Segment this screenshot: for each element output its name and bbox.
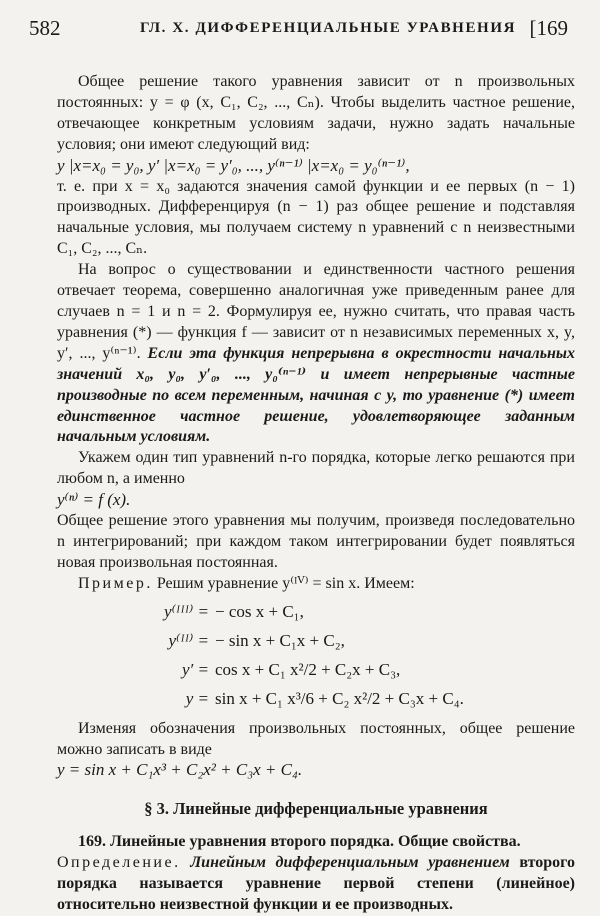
paragraph-theorem [57, 260, 575, 448]
paragraph-integration: Общее решение этого уравнения мы получим, произведя последовательно n интегрирований; при каждом таком интегрировании будет появляться новая произвольная постоянная. [57, 512, 575, 571]
formula-initial-conditions: y |x=x₀ = y₀, y′ |x=x₀ = y′₀, ..., y⁽ⁿ⁻¹⁾ |x=x₀ = y₀⁽ⁿ⁻¹⁾, [57, 155, 410, 175]
formula-simple-equation: y⁽ⁿ⁾ = f (x). [57, 490, 131, 510]
subsection-title: 169. Линейные уравнения второго порядка. Общие свойства. [78, 833, 521, 851]
equation-lhs: y⁽ᴵᴵ⁾ = [168, 630, 209, 650]
paragraph-rewrite: Изменяя обозначения произвольных постоянных, общее решение можно записать в виде [57, 719, 575, 758]
formula-final-solution: y = sin x + C₁x³ + C₂x² + C₃x + C₄. [57, 760, 303, 780]
example-label: Пример. [78, 574, 153, 592]
equation-row [163, 597, 575, 626]
running-header [0, 16, 600, 46]
equation-lhs: y = [185, 688, 209, 708]
equation-rhs: − sin x + C₁x + C₂, [215, 630, 345, 650]
paragraph-definition [57, 853, 575, 916]
definition-term: Линейным дифференциальным уравнением [190, 854, 510, 872]
page-body [57, 72, 575, 916]
example-text: Решим уравнение y⁽ᴵⱽ⁾ = sin x. Имеем: [156, 574, 415, 592]
paragraph-example [57, 574, 575, 595]
definition-label: Определение. [57, 854, 181, 872]
theorem-statement: Если эта функция непрерывна в окрестности начальных значений x₀, y₀, y′₀, ..., y₀⁽ⁿ⁻¹⁾ и имеет непрерывные частные производные по всем переменным, начиная с y, то уравнение (*) имеет единственное частное решение, удовлетворяющее заданным начальным условиям. [57, 344, 575, 446]
equation-row [163, 626, 575, 655]
paragraph-general-solution: Общее решение такого уравнения зависит от n произвольных постоянных: y = φ (x, C₁, C₂, ..., Cₙ). Чтобы выделить частное решение, отвечающее конкретным условиям задачи, нужно задать начальные условия; они имеют следующий вид: [57, 73, 575, 153]
equation-lhs: y′ = [182, 659, 209, 679]
paragraph-explanation: т. е. при x = x₀ задаются значения самой функции и ее первых (n − 1) производных. Дифференцируя (n − 1) раз общее решение и подставляя начальные условия, мы получаем систему n уравнений с n неизвестными C₁, C₂, ..., Cₙ. [57, 177, 575, 258]
theorem-intro: На вопрос о существовании и единственности частного решения отвечает теорема, совершенно аналогичная уже приведенным ранее для случаев n = 1 и n = 2. Формулируя ее, нужно считать, что правая часть уравнения (*) — функция f — зависит от n независимых переменных x, y, y′, ..., y⁽ⁿ⁻¹⁾. [57, 261, 575, 362]
example-equation-system [163, 597, 575, 713]
paragraph-nth-order: Укажем один тип уравнений n-го порядка, которые легко решаются при любом n, а именно [57, 449, 575, 488]
chapter-title: ГЛ. X. ДИФФЕРЕНЦИАЛЬНЫЕ УРАВНЕНИЯ [140, 20, 517, 36]
section-marker: [169 [529, 16, 568, 40]
equation-rhs: cos x + C₁ x²/2 + C₂x + C₃, [215, 659, 401, 679]
equation-row [163, 655, 575, 684]
page-number: 582 [29, 16, 61, 40]
equation-lhs: y⁽ᴵᴵᴵ⁾ = [164, 601, 209, 621]
equation-rhs: − cos x + C₁, [215, 601, 304, 621]
equation-row [163, 684, 575, 713]
definition-text: второго порядка называется уравнение первой степени (линейное) относительно неизвестной функции и ее производных. [57, 854, 576, 913]
section-heading: § 3. Линейные дифференциальные уравнения [144, 799, 488, 819]
equation-rhs: sin x + C₁ x³/6 + C₂ x²/2 + C₃x + C₄. [215, 688, 464, 708]
